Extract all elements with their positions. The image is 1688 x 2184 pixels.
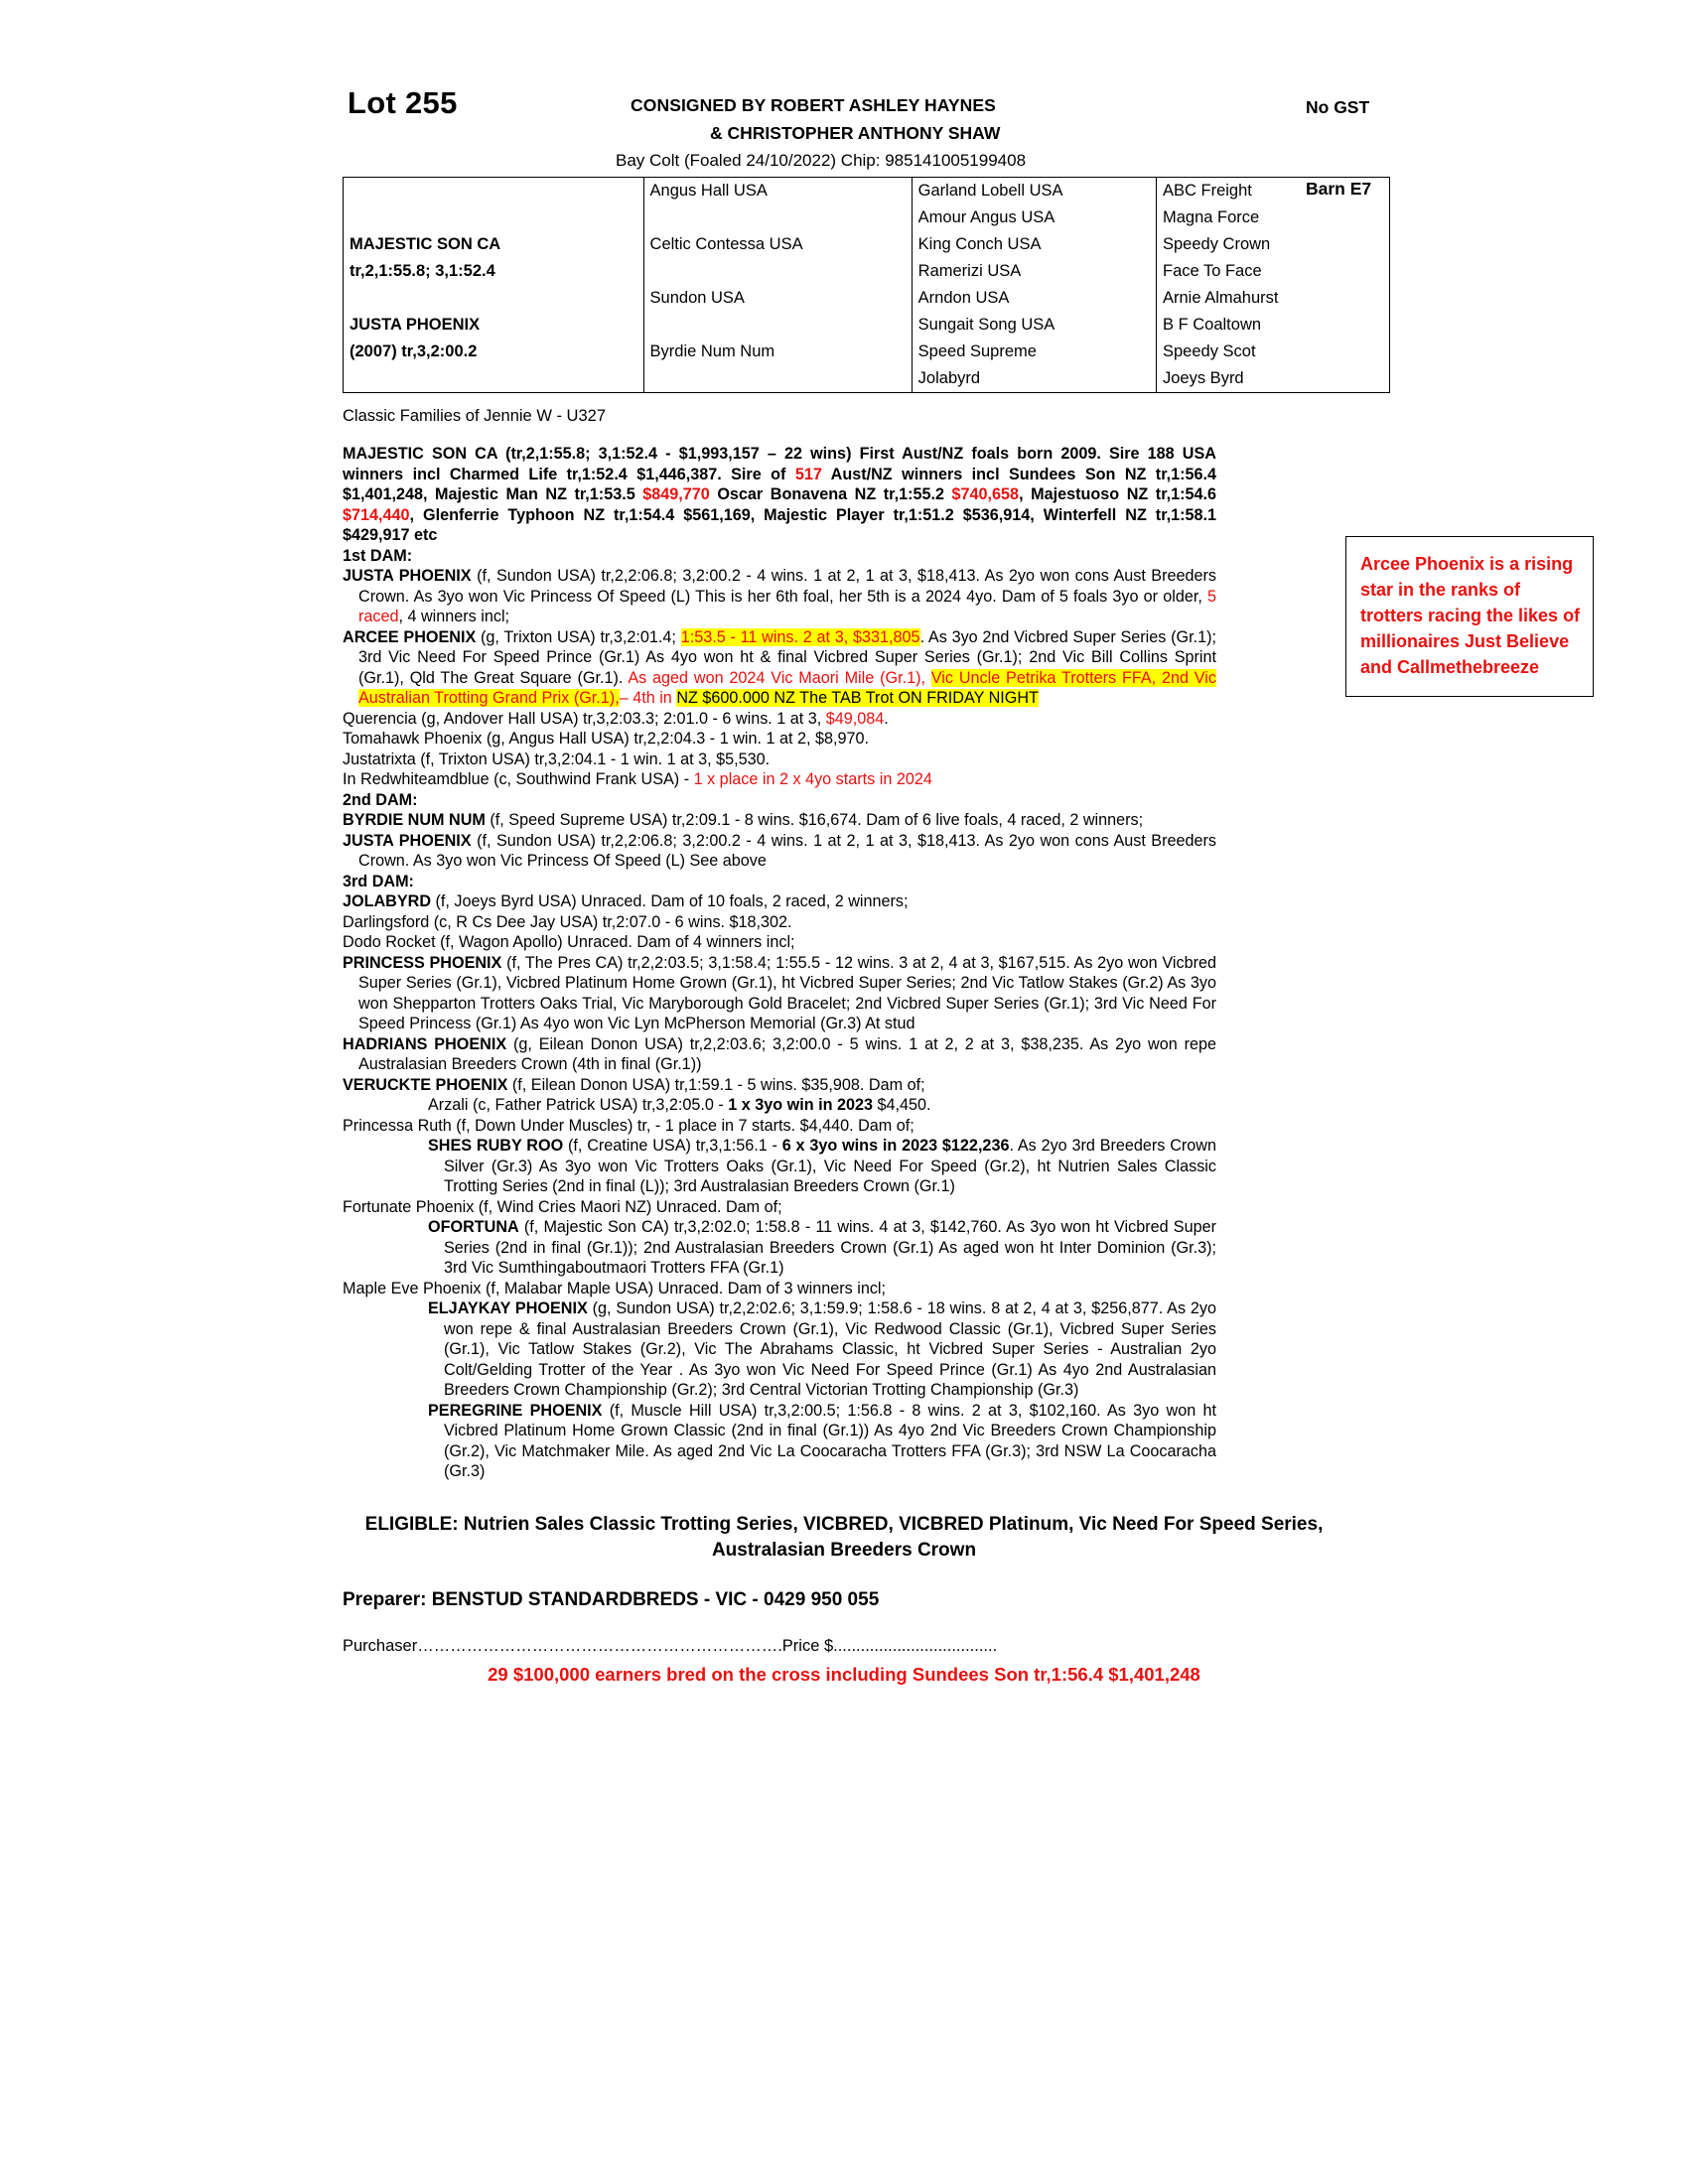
sire-stat-highlight: $740,658 (951, 485, 1020, 503)
consignor-line-1: CONSIGNED BY ROBERT ASHLEY HAYNES (631, 95, 996, 115)
pedigree-ggg: Joeys Byrd (1157, 365, 1390, 392)
progeny-tail: . As 2yo 3rd Breeders Crown Silver (Gr.3) As 3yo won Vic Trotters Oaks (Gr.1), Vic Need For Speed (Gr.2), ht Nutrien Sales Classic Trotting Series (2nd in final (L)); 3rd Australasian Breeders Crown (Gr.1) (444, 1137, 1217, 1195)
pedigree-gp: Sundon USA (643, 285, 912, 312)
sire-text: Oscar Bonavena NZ tr,1:55.2 (709, 485, 952, 503)
progeny-veruckte-phoenix (343, 1075, 1216, 1096)
progeny-pre: (c, R Cs Dee Jay USA) tr,2:07.0 - 6 wins. $18,302. (429, 912, 792, 931)
classic-families-line: Classic Families of Jennie W - U327 (343, 407, 606, 425)
pedigree-gg: Speed Supreme (912, 339, 1156, 365)
progeny-name: Arzali (428, 1096, 469, 1114)
progeny-red-highlight: Vic Uncle Petrika Trotters FFA, 2nd Vic Australian Trotting Grand Prix (Gr.1), (358, 668, 1216, 707)
first-dam-detail: (f, Sundon USA) tr,2,2:06.8; 3,2:00.2 - 4 wins. 1 at 2, 1 at 3, $18,413. As 2yo won cons Aust Breeders Crown. As 3yo won Vic Princess Of Speed (L) This is her 6th foal, her 5th is a 2024 4yo. Dam of 5 foals 3yo or older, (358, 567, 1216, 606)
progeny-bold-note: 6 x 3yo wins in 2023 $122,236 (781, 1137, 1010, 1155)
progeny-querencia (343, 709, 1216, 730)
progeny-pre: (g, Andover Hall USA) tr,3,2:03.3; 2:01.0 - 6 wins. 1 at 3, (416, 709, 826, 728)
progeny-ofortuna (428, 1217, 1216, 1279)
progeny-princessa-ruth (343, 1116, 1216, 1137)
first-dam-detail-tail: , 4 winners incl; (398, 608, 510, 625)
gst-status: No GST (1306, 97, 1370, 117)
pedigree-gg: Garland Lobell USA (912, 178, 1156, 205)
progeny-pre: (f, Down Under Muscles) tr, - 1 place in 7 starts. $4,440. Dam of; (451, 1116, 914, 1135)
progeny-pre: (f, Eilean Donon USA) tr,1:59.1 - 5 wins. $35,908. Dam of; (507, 1075, 925, 1094)
spacer-cell (344, 285, 643, 312)
progeny-name: Maple Eve Phoenix (343, 1279, 482, 1297)
pedigree-gp (643, 258, 912, 285)
progeny-mid: . As 3yo 2nd Vicbred Super Series (Gr.1); 3rd Vic Need For Speed Prince (Gr.1) As 4yo won ht & final Vicbred Super Series (Gr.1); 2nd Vic Bill Collins Sprint (Gr.1), Qld The Great Square (Gr.1). (358, 627, 1216, 687)
progeny-pre: (f, Trixton USA) tr,3,2:04.1 - 1 win. 1 at 3, $5,530. (415, 750, 771, 768)
pedigree-gp: Angus Hall USA (643, 178, 912, 205)
third-dam-entry (343, 891, 1216, 912)
progeny-pre: (g, Sundon USA) tr,2,2:02.6; 3,1:59.9; 1:58.6 - 18 wins. 8 at 2, 4 at 3, $256,877. As 2yo won repe & final Australasian Breeders Crown (Gr.1), Vic Redwood Classic (Gr.1), Vicbred Super Series (Gr.1), Vic Tatlow Stakes (Gr.2), Vic The Abrahams Classic, ht Vicbred Super Series - Australian 2yo Colt/Gelding Trotter of the Year . As 3yo won Vic Need For Speed Prince (Gr.1) As 4yo 2nd Australasian Breeders Crown Championship (Gr.2); 3rd Central Victorian Trotting Championship (Gr.3) (444, 1299, 1216, 1399)
progeny-princess-phoenix (343, 953, 1216, 1034)
progeny-name: PEREGRINE PHOENIX (428, 1401, 603, 1420)
first-dam-heading: 1st DAM: (343, 546, 413, 565)
progeny-in-redwhiteamdblue (343, 769, 1216, 790)
progeny-earnings: $49,084 (825, 709, 885, 728)
progeny-name: Justatrixta (343, 750, 416, 768)
progeny-pre: (g, Trixton USA) tr,3,2:01.4; (476, 627, 681, 646)
progeny-highlight-record: 1:53.5 - 11 wins. 2 at 3, $331,805 (680, 627, 920, 646)
pedigree-gg: Jolabyrd (912, 365, 1156, 392)
pedigree-ggg: B F Coaltown (1157, 312, 1390, 339)
table-row (344, 231, 1389, 258)
third-dam-detail: (f, Joeys Byrd USA) Unraced. Dam of 10 foals, 2 raced, 2 winners; (431, 892, 909, 910)
progeny-name: VERUCKTE PHOENIX (343, 1075, 508, 1094)
dam-record: (2007) tr,3,2:00.2 (350, 342, 478, 360)
sire-text: MAJESTIC SON CA (tr,2,1:55.8; 3,1:52.4 - $1,993,157 – 22 wins) First Aust/NZ foals born 2009. Sire 188 USA winners incl Charmed Life tr,1:52.4 $1,446,387. Sire of (343, 445, 1216, 483)
pedigree-gp (643, 365, 912, 392)
barn-number: Barn E7 (1306, 179, 1372, 199)
pedigree-ggg: Speedy Scot (1157, 339, 1390, 365)
pedigree-gg: Ramerizi USA (912, 258, 1156, 285)
sire-cell (344, 178, 643, 231)
progeny-pre: (f, Majestic Son CA) tr,3,2:02.0; 1:58.8 - 11 wins. 4 at 3, $142,760. As 3yo won ht Vicbred Super Series (2nd in final (Gr.1)); 2nd Australasian Breeders Crown (Gr.1) As aged won ht Inter Dominion (Gr.3); 3rd Vic Sumthingaboutmaori Trotters FFA (Gr.1) (444, 1218, 1216, 1277)
first-dam-detail-red: 5 raced (358, 587, 1216, 625)
progeny-pre: (f, Muscle Hill USA) tr,3,2:00.5; 1:56.8 - 8 wins. 2 at 3, $102,160. As 3yo won ht Vicbred Platinum Home Grown Classic (2nd in final (Gr.1)) As 4yo 2nd Vic Breeders Crown Championship (Gr.2), Vic Matchmaker Mile. As aged 2nd Vic La Coocaracha Trotters FFA (Gr.3); 3rd NSW La Coocaracha (Gr.3) (444, 1401, 1216, 1480)
progeny-tomahawk-phoenix (343, 729, 1216, 750)
progeny-bold-note: 1 x 3yo win in 2023 (728, 1096, 874, 1114)
pedigree-text (343, 444, 1216, 1482)
progeny-pre: (f, Wagon Apollo) Unraced. Dam of 4 winners incl; (435, 933, 795, 951)
sire-stat-highlight: 517 (794, 465, 822, 483)
table-row (344, 178, 1389, 205)
sire-name: MAJESTIC SON CA (350, 235, 501, 253)
table-row (344, 312, 1389, 339)
progeny-dodo-rocket (343, 932, 1216, 953)
pedigree-ggg: Arnie Almahurst (1157, 285, 1390, 312)
progeny-name: HADRIANS PHOENIX (343, 1034, 507, 1053)
callout-box: Arcee Phoenix is a rising star in the ranks of trotters racing the likes of millionaires Just Believe and Callmethebreeze (1345, 536, 1594, 697)
sire-stat-highlight: $714,440 (343, 505, 410, 524)
consignor-line-2: & CHRISTOPHER ANTHONY SHAW (710, 123, 1001, 143)
sire-text: , Glenferrie Typhoon NZ tr,1:54.4 $561,169, Majestic Player tr,1:51.2 $536,914, Winterfell NZ tr,1:58.1 $429,917 etc (343, 505, 1216, 544)
second-dam-heading: 2nd DAM: (343, 790, 418, 809)
third-dam-name: JOLABYRD (343, 892, 432, 910)
first-dam-name: JUSTA PHOENIX (343, 567, 472, 585)
table-row (344, 285, 1389, 312)
progeny-pre: (f, Sundon USA) tr,2,2:06.8; 3,2:00.2 - 4 wins. 1 at 2, 1 at 3, $18,413. As 2yo won cons Aust Breeders Crown. As 3yo won Vic Princess Of Speed (L) See above (358, 831, 1216, 870)
lot-number: Lot 255 (348, 85, 458, 120)
progeny-arzali (428, 1095, 1216, 1116)
progeny-name: Tomahawk Phoenix (343, 730, 483, 748)
pedigree-gg: Amour Angus USA (912, 205, 1156, 231)
progeny-red-note: 1 x place in 2 x 4yo starts in 2024 (693, 770, 932, 788)
table-row (344, 365, 1389, 392)
second-dam-entry (343, 810, 1216, 831)
progeny-pre: (f, Malabar Maple USA) Unraced. Dam of 3 winners incl; (481, 1279, 887, 1297)
pedigree-gg: Arndon USA (912, 285, 1156, 312)
pedigree-ggg: Speedy Crown (1157, 231, 1390, 258)
progeny-fortunate-phoenix (343, 1197, 1216, 1218)
first-dam-entry (343, 566, 1216, 627)
pedigree-box (343, 177, 1390, 393)
progeny-pre: (f, The Pres CA) tr,2,2:03.5; 3,1:58.4; 1:55.5 - 12 wins. 3 at 2, 4 at 3, $167,515. As 2yo won Vicbred Super Series (Gr.1), Vicbred Platinum Home Grown (Gr.1), ht Vicbred Super Series; 2nd Vic Tatlow Stakes (Gr.2) As 3yo won Shepparton Trotters Oaks Trial, Vic Maryborough Gold Bracelet; 2nd Vicbred Super Series (Gr.1); 3rd Vic Need For Speed Princess (Gr.1) As 4yo won Vic Lyn McPherson Memorial (Gr.3) At stud (358, 953, 1216, 1032)
second-dam-detail: (f, Speed Supreme USA) tr,2:09.1 - 8 wins. $16,674. Dam of 6 live foals, 4 raced, 2 winners; (485, 811, 1144, 829)
progeny-name: JUSTA PHOENIX (343, 831, 472, 850)
table-row (344, 339, 1389, 365)
progeny-name: Querencia (343, 709, 417, 728)
progeny-pre: (f, Creatine USA) tr,3,1:56.1 - (563, 1137, 782, 1155)
progeny-red-1: As aged won 2024 Vic Maori Mile (Gr.1), (628, 668, 931, 687)
preparer-line: Preparer: BENSTUD STANDARDBREDS - VIC - 0429 950 055 (343, 1588, 880, 1610)
sire-paragraph (343, 444, 1216, 546)
second-dam-name: BYRDIE NUM NUM (343, 811, 486, 829)
pedigree-gp (643, 312, 912, 339)
progeny-name: Darlingsford (343, 912, 430, 931)
progeny-pre: (c, Father Patrick USA) tr,3,2:05.0 - (468, 1096, 729, 1114)
progeny-red-2: – 4th in (619, 689, 677, 707)
progeny-pre: (c, Southwind Frank USA) - (489, 770, 694, 788)
pedigree-gp: Celtic Contessa USA (643, 231, 912, 258)
progeny-name: SHES RUBY ROO (428, 1137, 564, 1155)
progeny-name: In Redwhiteamdblue (343, 770, 490, 788)
cross-statistic-line: 29 $100,000 earners bred on the cross including Sundees Son tr,1:56.4 $1,401,248 (488, 1663, 1200, 1685)
progeny-tail: . (884, 709, 889, 728)
pedigree-ggg: Magna Force (1157, 205, 1390, 231)
progeny-pre: (g, Eilean Donon USA) tr,2,2:03.6; 3,2:00.0 - 5 wins. 1 at 2, 2 at 3, $38,235. As 2yo won repe Australasian Breeders Crown (4th in final (Gr.1)) (358, 1034, 1216, 1073)
progeny-name: Fortunate Phoenix (343, 1197, 475, 1216)
sire-text: , Majestuoso NZ tr,1:54.6 (1019, 485, 1216, 503)
progeny-eljaykay-phoenix (428, 1298, 1216, 1401)
progeny-name: Princessa Ruth (343, 1116, 452, 1135)
progeny-justa-phoenix-2 (343, 831, 1216, 872)
dam-name: JUSTA PHOENIX (350, 316, 481, 334)
progeny-justatrixta (343, 750, 1216, 770)
eligible-line: ELIGIBLE: Nutrien Sales Classic Trotting Series, VICBRED, VICBRED Platinum, Vic Need For Speed Series, Australasian Breeders Crown (364, 1513, 1324, 1561)
spacer-cell (344, 365, 643, 392)
sire-record: tr,2,1:55.8; 3,1:52.4 (350, 262, 495, 280)
horse-description: Bay Colt (Foaled 24/10/2022) Chip: 985141005199408 (616, 151, 1027, 170)
progeny-pre: (g, Angus Hall USA) tr,2,2:04.3 - 1 win. 1 at 2, $8,970. (482, 730, 869, 748)
progeny-maple-eve-phoenix (343, 1279, 1216, 1299)
progeny-tail: $4,450. (873, 1096, 931, 1114)
sire-stat-highlight: $849,770 (642, 485, 710, 503)
pedigree-ggg: ABC Freight (1157, 178, 1390, 205)
progeny-hadrians-phoenix (343, 1034, 1216, 1075)
progeny-name: Dodo Rocket (343, 933, 436, 951)
table-row (344, 258, 1389, 285)
pedigree-gg: King Conch USA (912, 231, 1156, 258)
pedigree-gp: Byrdie Num Num (643, 339, 912, 365)
third-dam-heading: 3rd DAM: (343, 872, 414, 890)
progeny-arcee-phoenix (343, 627, 1216, 709)
progeny-tail-highlight: NZ $600.000 NZ The TAB Trot ON FRIDAY NIGHT (676, 689, 1039, 707)
sire-text: Aust/NZ winners incl Sundees Son NZ tr,1:56.4 $1,401,248, Majestic Man NZ tr,1:53.5 (343, 465, 1216, 503)
purchaser-line: Purchaser………………………………………………………….Price $.................................... (343, 1636, 998, 1655)
progeny-name: ELJAYKAY PHOENIX (428, 1299, 588, 1317)
pedigree-gg: Sungait Song USA (912, 312, 1156, 339)
progeny-pre: (f, Wind Cries Maori NZ) Unraced. Dam of; (474, 1197, 782, 1216)
progeny-peregrine-phoenix (428, 1401, 1216, 1482)
progeny-name: ARCEE PHOENIX (343, 627, 477, 646)
progeny-name: PRINCESS PHOENIX (343, 953, 502, 972)
pedigree-gp (643, 205, 912, 231)
progeny-name: OFORTUNA (428, 1218, 519, 1236)
pedigree-ggg: Face To Face (1157, 258, 1390, 285)
progeny-shes-ruby-roo (428, 1136, 1216, 1197)
pedigree-table (344, 178, 1389, 392)
progeny-darlingsford (343, 912, 1216, 933)
